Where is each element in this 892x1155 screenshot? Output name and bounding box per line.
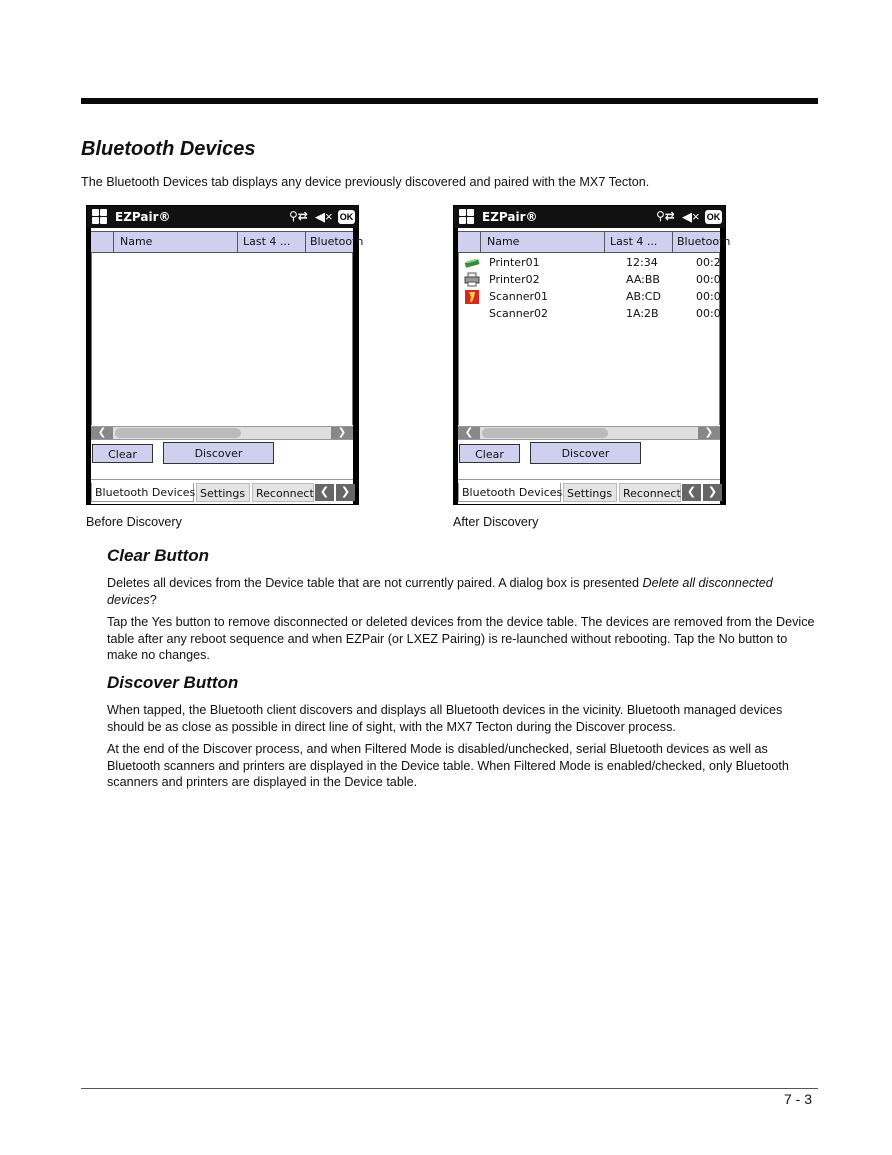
volume-muted-icon[interactable]: ◀× [682,209,700,224]
tab-reconnect[interactable]: Reconnect [619,483,681,502]
clear-button[interactable]: Clear [92,444,153,463]
discover-button-heading: Discover Button [107,673,239,692]
app-screen [91,228,364,503]
column-last4[interactable]: Last 4 ... [610,235,658,248]
discover-paragraph-1: When tapped, the Bluetooth client discovers and displays all Bluetooth devices in the vicinity. Bluetooth managed devices should be as close as possible in direct line of sight, with the MX7 Tecton during the Discover process. [107,703,783,734]
tab-settings[interactable]: Settings [563,483,617,502]
device-screenshot-after [453,205,731,505]
footer-rule [81,1088,818,1089]
page-title: Bluetooth Devices [81,138,256,160]
device-table-header [458,231,731,253]
intro-paragraph: The Bluetooth Devices tab displays any device previously discovered and paired with the MX7 Tecton. [81,175,650,189]
tab-scroll-right-icon[interactable]: ❯ [336,484,355,501]
page-number: 7 - 3 [783,1091,812,1107]
tab-bar [458,479,720,504]
title-bar [87,206,358,228]
device-table[interactable] [458,253,720,425]
column-name[interactable]: Name [487,235,520,248]
scroll-right-icon[interactable]: ❯ [331,427,353,439]
scroll-thumb[interactable] [115,428,241,438]
table-row[interactable]: Scanner02 1A:2B 00:0 [489,307,721,320]
volume-muted-icon[interactable]: ◀× [315,209,333,224]
app-title: EZPair® [482,210,538,224]
clear-paragraph-1: Deletes all devices from the Device table that are not currently paired. A dialog box is presented Delete all disconnected devices? [107,576,773,607]
tab-bar [91,479,353,504]
tab-scroll-left-icon[interactable]: ❮ [682,484,701,501]
horizontal-scrollbar[interactable] [91,426,353,440]
tab-bluetooth-devices[interactable]: Bluetooth Devices [458,483,561,502]
discover-button[interactable]: Discover [530,442,641,464]
header-rule [81,98,818,104]
discover-paragraph-2: At the end of the Discover process, and when Filtered Mode is disabled/unchecked, serial Bluetooth devices as well as Bluetooth scanners and printers are displayed in the Device table. When Filtered Mode is enabled/checked, only Bluetooth scanners and printers are displayed in the Device table. [107,742,789,789]
horizontal-scrollbar[interactable] [458,426,720,440]
clear-button-heading: Clear Button [107,546,209,565]
windows-start-icon[interactable] [459,209,475,225]
tab-scroll-right-icon[interactable]: ❯ [703,484,722,501]
tab-settings[interactable]: Settings [196,483,250,502]
printer-mobile-icon [464,256,480,270]
tab-scroll-left-icon[interactable]: ❮ [315,484,334,501]
clear-button[interactable]: Clear [459,444,520,463]
printer-icon [464,273,480,287]
scanner-icon [464,290,480,304]
table-row[interactable]: Scanner01 AB:CD 00:0 [459,289,721,306]
scroll-left-icon[interactable]: ❮ [91,427,113,439]
scroll-thumb[interactable] [482,428,608,438]
connectivity-icon[interactable]: ⚲⇄ [289,209,308,223]
device-table-header [91,231,364,253]
scroll-left-icon[interactable]: ❮ [458,427,480,439]
table-row[interactable]: Printer01 12:34 00:2 [459,255,721,272]
table-row[interactable]: Printer02 AA:BB 00:0 [459,272,721,289]
column-last4[interactable]: Last 4 ... [243,235,291,248]
ok-button[interactable]: OK [706,212,721,222]
app-title: EZPair® [115,210,171,224]
device-table[interactable] [91,253,353,425]
title-bar [454,206,725,228]
clear-paragraph-2: Tap the Yes button to remove disconnected or deleted devices from the device table. The devices are removed from the Device table after any reboot sequence and when EZPair (or LXEZ Pairing) is re-launched without rebooting. Tap the No button to make no changes. [107,615,815,662]
caption-before: Before Discovery [86,515,182,529]
caption-after: After Discovery [453,515,539,529]
scroll-right-icon[interactable]: ❯ [698,427,720,439]
column-name[interactable]: Name [120,235,153,248]
app-screen [458,228,731,503]
column-bluetooth[interactable]: Bluetooth [310,235,364,248]
ok-button[interactable]: OK [339,212,354,222]
windows-start-icon[interactable] [92,209,108,225]
column-bluetooth[interactable]: Bluetooth [677,235,731,248]
tab-bluetooth-devices[interactable]: Bluetooth Devices [91,483,194,502]
tab-reconnect[interactable]: Reconnect [252,483,314,502]
discover-button[interactable]: Discover [163,442,274,464]
connectivity-icon[interactable]: ⚲⇄ [656,209,675,223]
device-screenshot-before [86,205,364,505]
